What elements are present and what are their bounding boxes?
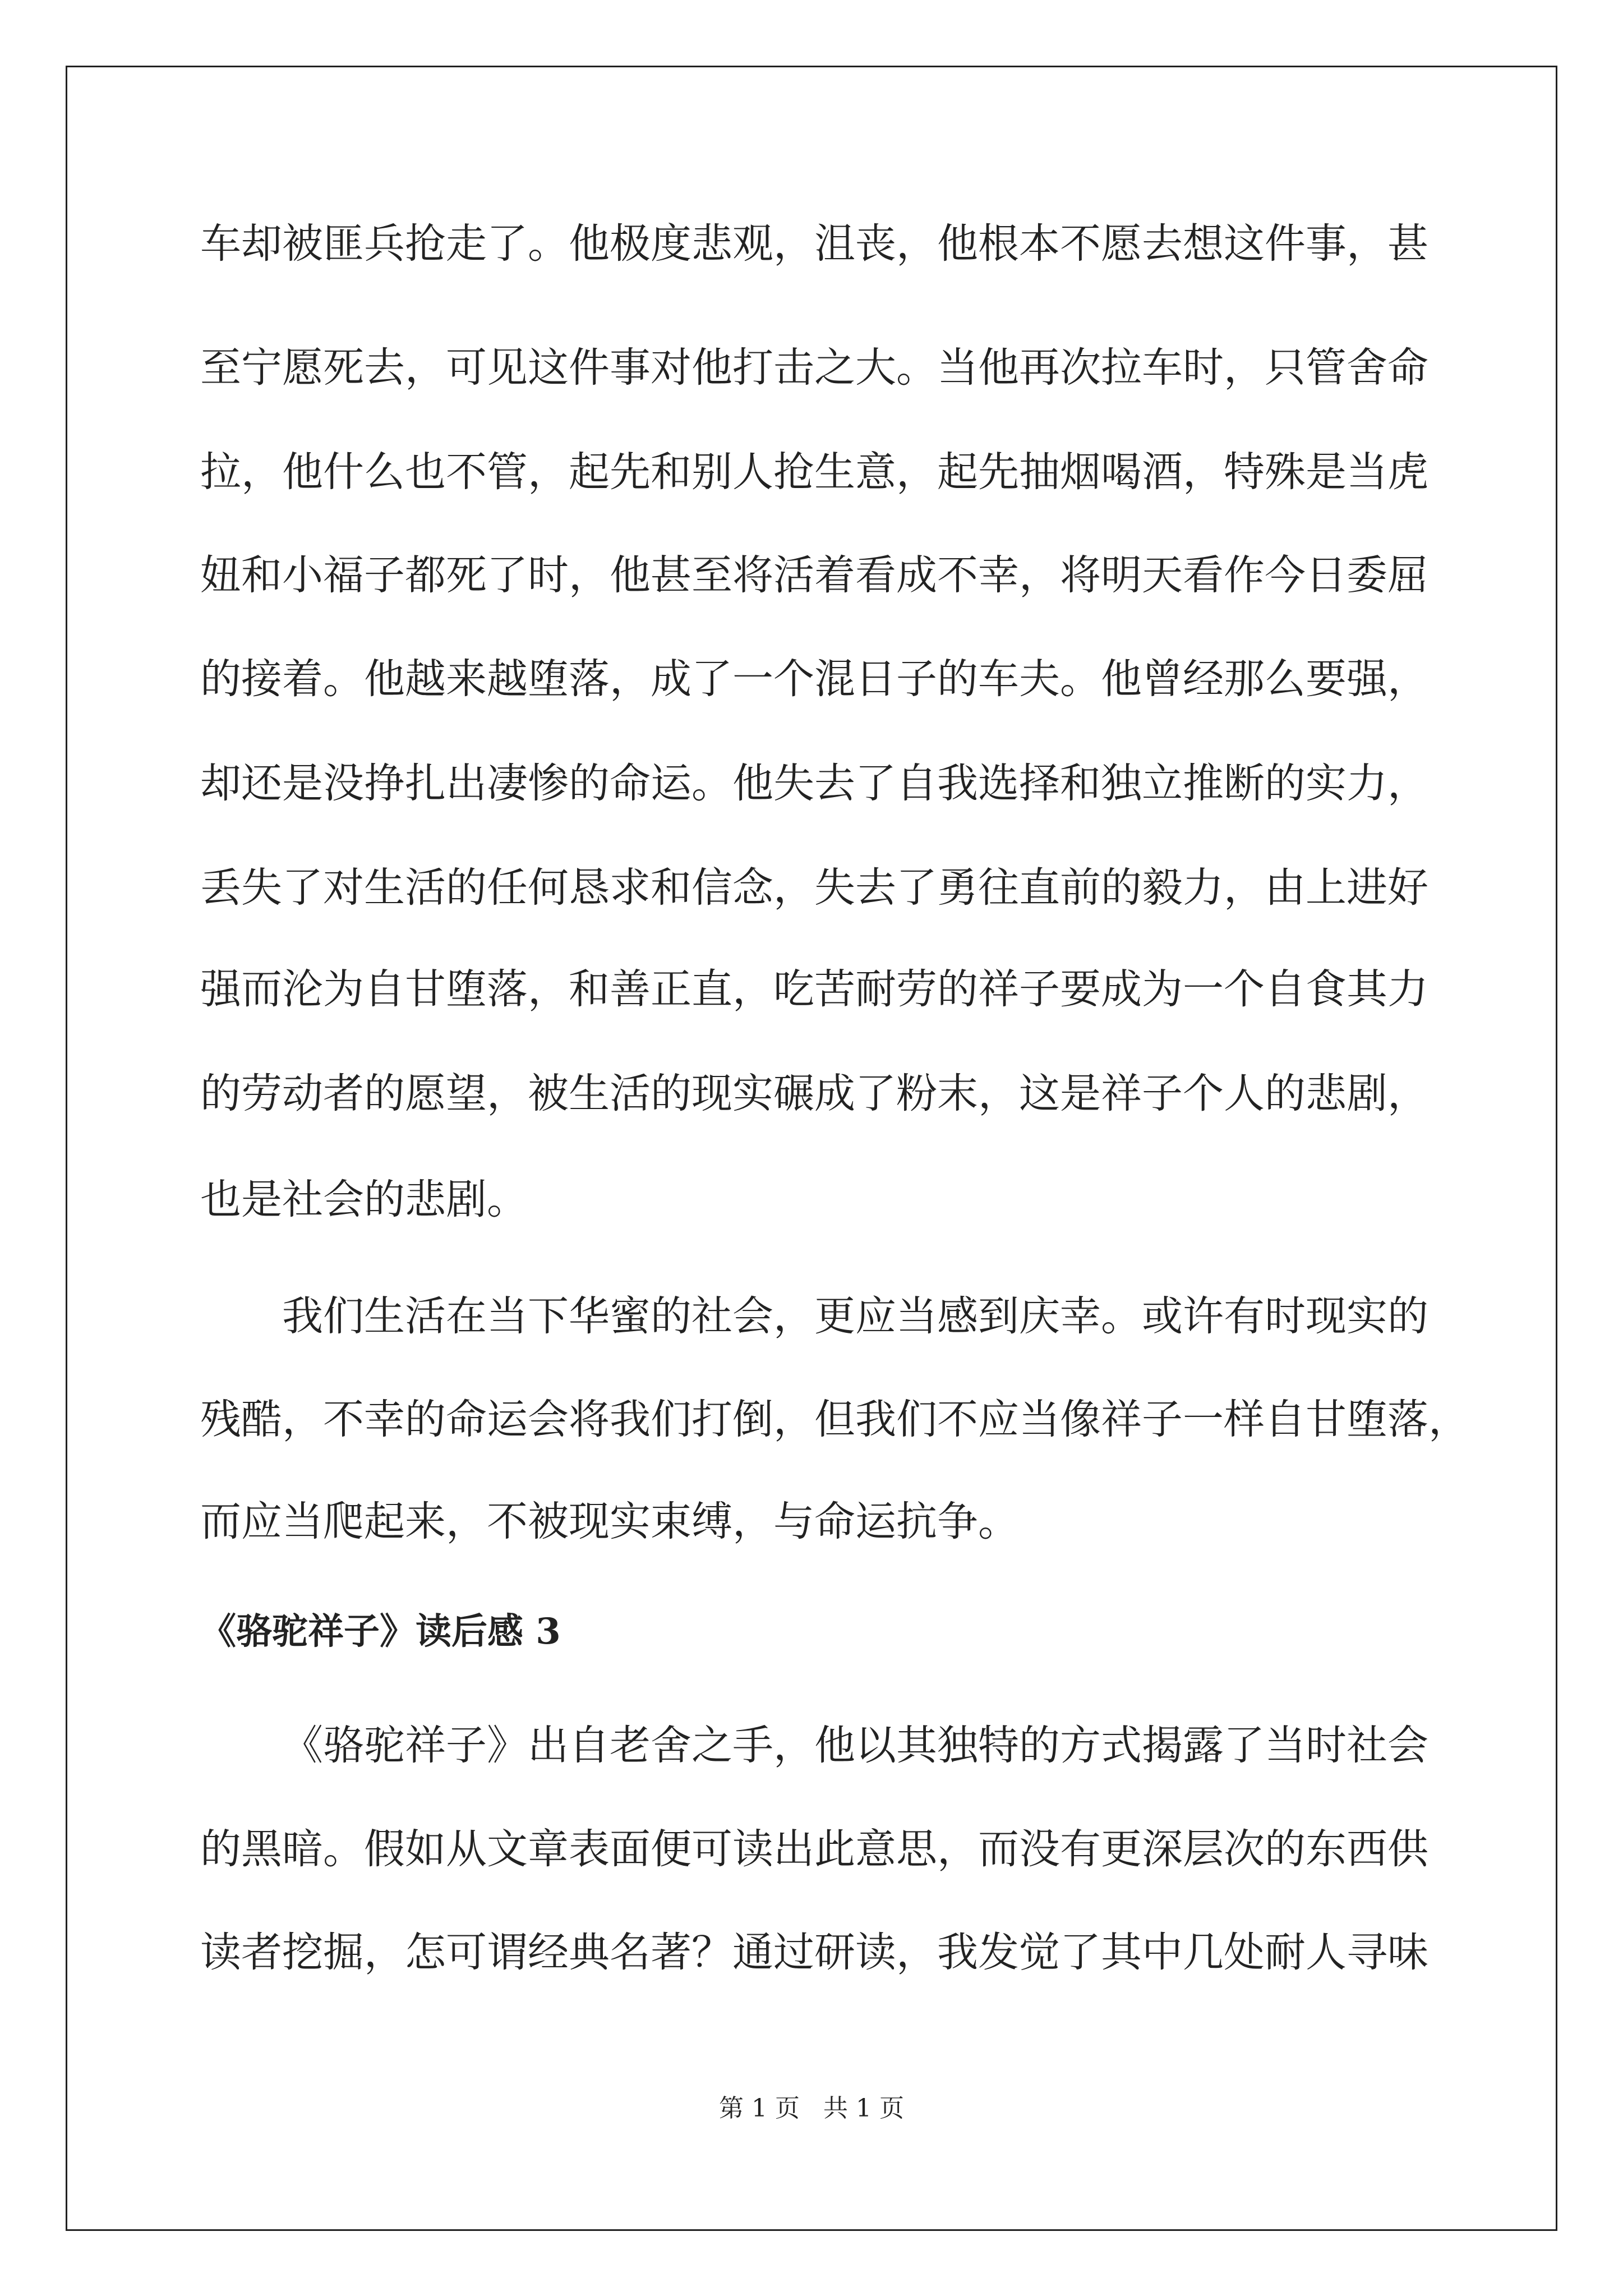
text-line: 至宁愿死去，可见这件事对他打击之大。当他再次拉车时，只管舍命 (200, 344, 1428, 392)
page-number-footer: 第 1 页 共 1 页 (719, 2094, 904, 2123)
section-heading: 《骆驼祥子》读后感 3 (200, 1611, 561, 1653)
text-line: 的黑暗。假如从文章表面便可读出此意思，而没有更深层次的东西供 (200, 1825, 1428, 1873)
text-line: 妞和小福子都死了时，他甚至将活着看成不幸，将明天看作今日委屈 (200, 551, 1428, 599)
text-line: 却还是没挣扎出凄惨的命运。他失去了自我选择和独立推断的实力， (200, 760, 1428, 807)
text-line: 强而沦为自甘堕落，和善正直，吃苦耐劳的祥子要成为一个自食其力 (200, 965, 1428, 1013)
text-line: 丢失了对生活的任何恳求和信念，失去了勇往直前的毅力，由上进好 (200, 864, 1428, 912)
text-line: 而应当爬起来，不被现实束缚，与命运抗争。 (200, 1498, 1019, 1545)
text-line: 也是社会的悲剧。 (200, 1176, 528, 1223)
text-line: 《骆驼祥子》出自老舍之手，他以其独特的方式揭露了当时社会 (282, 1722, 1428, 1769)
text-line: 拉，他什么也不管，起先和别人抢生意，起先抽烟喝酒，特殊是当虎 (200, 448, 1428, 496)
text-line: 的接着。他越来越堕落，成了一个混日子的车夫。他曾经那么要强， (200, 655, 1428, 703)
text-line: 读者挖掘，怎可谓经典名著？通过研读，我发觉了其中几处耐人寻味 (200, 1929, 1428, 1976)
text-line: 车却被匪兵抢走了。他极度悲观，沮丧，他根本不愿去想这件事，甚 (200, 220, 1428, 268)
text-line: 的劳动者的愿望，被生活的现实碾成了粉末，这是祥子个人的悲剧， (200, 1070, 1428, 1117)
text-line: 残酷，不幸的命运会将我们打倒，但我们不应当像祥子一样自甘堕落， (200, 1396, 1469, 1443)
text-line: 我们生活在当下华蜜的社会，更应当感到庆幸。或许有时现实的 (282, 1292, 1428, 1340)
